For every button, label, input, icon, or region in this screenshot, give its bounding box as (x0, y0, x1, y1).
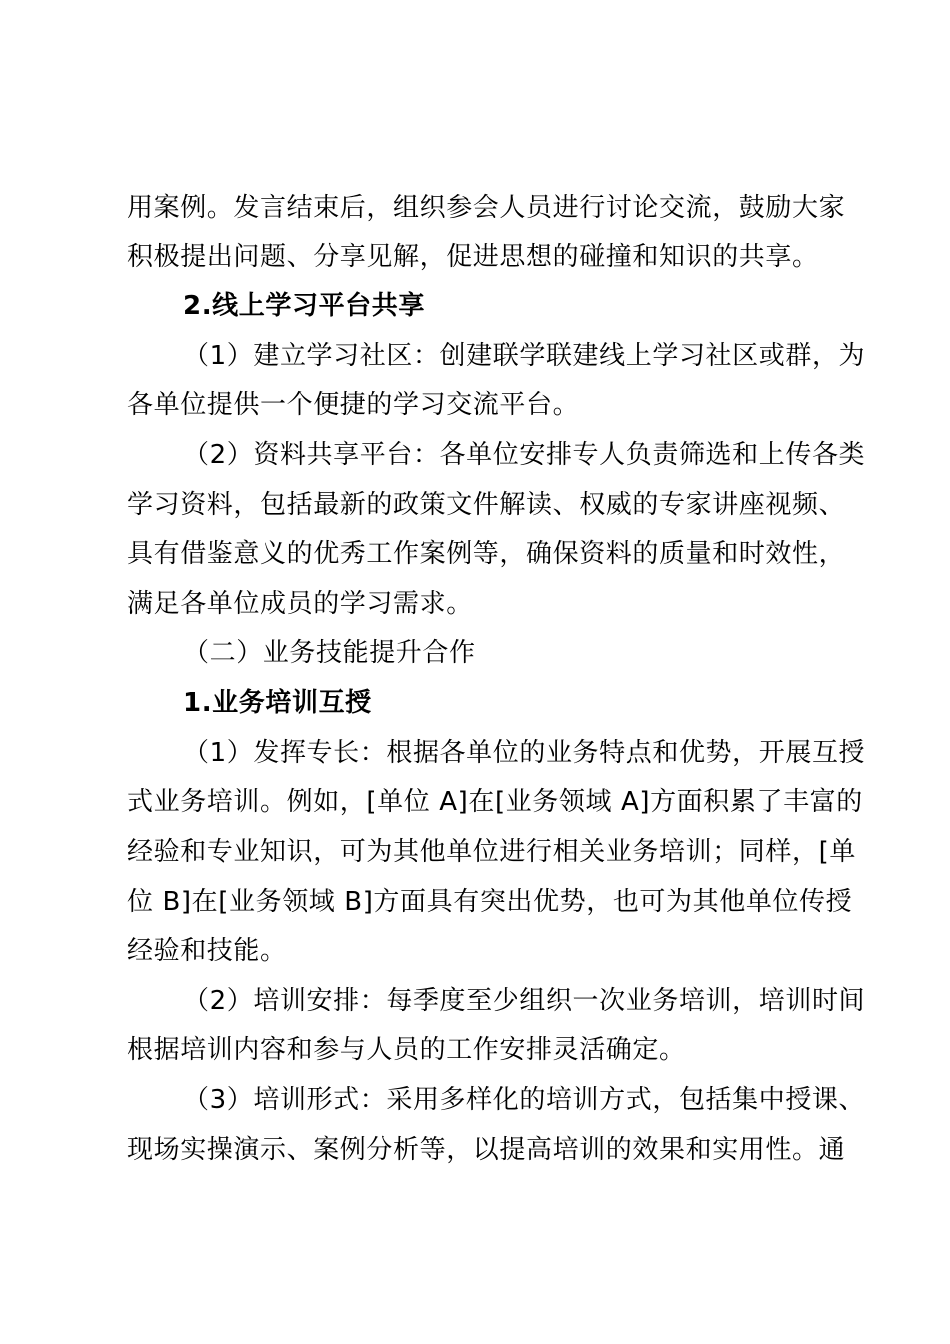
paragraph-line: 经验和专业知识，可为其他单位进行相关业务培训；同样，[单 (127, 837, 856, 867)
paragraph-line: 积极提出问题、分享见解，促进思想的碰撞和知识的共享。 (127, 242, 819, 272)
paragraph-line: 各单位提供一个便捷的学习交流平台。 (127, 390, 580, 420)
paragraph-line: 根据培训内容和参与人员的工作安排灵活确定。 (127, 1035, 686, 1065)
paragraph-line: （2）培训安排：每季度至少组织一次业务培训，培训时间 (183, 986, 866, 1016)
paragraph-line: 经验和技能。 (127, 936, 287, 966)
paragraph-line: 位 B]在[业务领域 B]方面具有突出优势，也可为其他单位传授 (127, 887, 853, 917)
paragraph-line: 满足各单位成员的学习需求。 (127, 589, 473, 619)
paragraph-line: （2）资料共享平台：各单位安排专人负责筛选和上传各类 (183, 440, 866, 470)
paragraph-line: 具有借鉴意义的优秀工作案例等，确保资料的质量和时效性， (127, 539, 846, 569)
paragraph-line: （1）建立学习社区：创建联学联建线上学习社区或群，为 (183, 341, 866, 371)
paragraph-line: （3）培训形式：采用多样化的培训方式，包括集中授课、 (183, 1085, 866, 1115)
paragraph-line: 学习资料，包括最新的政策文件解读、权威的专家讲座视频、 (127, 490, 846, 520)
paragraph-line: 现场实操演示、案例分析等，以提高培训的效果和实用性。通 (127, 1135, 846, 1165)
section-heading: 2.线上学习平台共享 (183, 291, 425, 321)
paragraph-line: 用案例。发言结束后，组织参会人员进行讨论交流，鼓励大家 (127, 193, 846, 223)
paragraph-line: 式业务培训。例如，[单位 A]在[业务领域 A]方面积累了丰富的 (127, 787, 863, 817)
section-heading: 1.业务培训互授 (183, 688, 372, 718)
paragraph-line: （1）发挥专长：根据各单位的业务特点和优势，开展互授 (183, 738, 866, 768)
subsection-heading: （二）业务技能提升合作 (183, 638, 476, 668)
